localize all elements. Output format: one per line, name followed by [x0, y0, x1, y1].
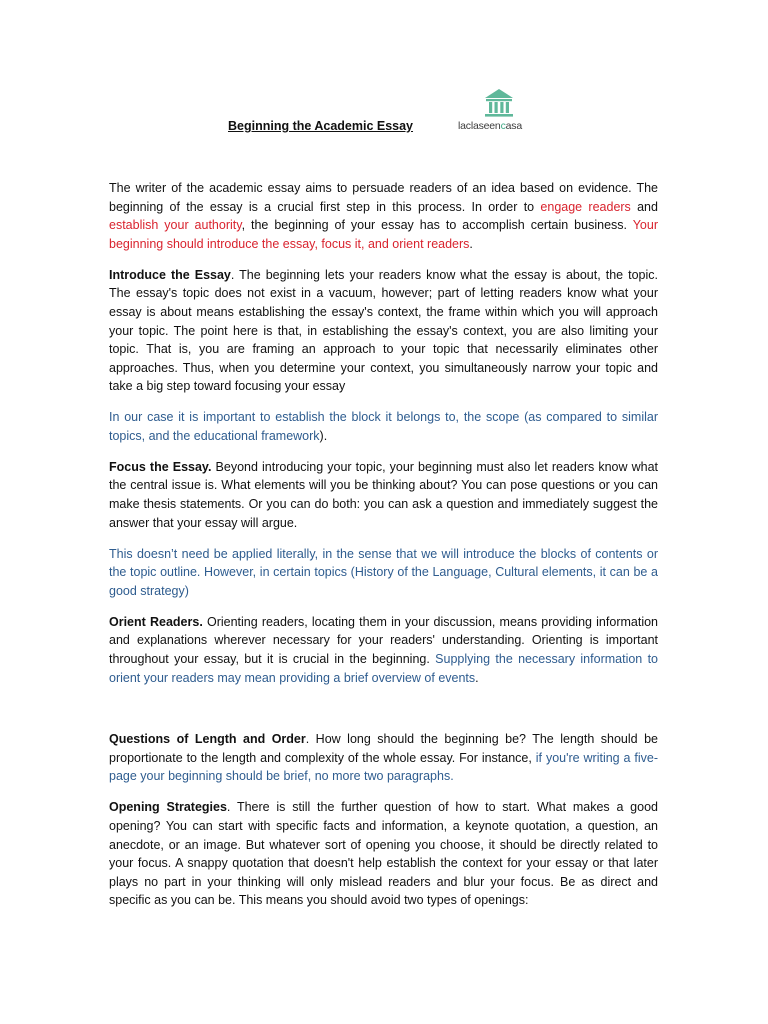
focus-essay-paragraph: Focus the Essay. Beyond introducing your topic, your beginning must also let readers know what the central issue is. What elements will you be thinking about? You can pose questions or you can make thesis statements. Or you can do both: you can ask a question and immediately suggest the answer that your essay will argue. [109, 459, 658, 530]
section-heading: Questions of Length and Order [109, 732, 306, 747]
logo-text: laclaseencasa [458, 120, 522, 132]
logo [456, 88, 546, 133]
opening-strategies-paragraph: Opening Strategies. There is still the further question of how to start. What makes a good opening? You can start with specific facts and information, a keynote quotation, a question, an anecdote, or an image. But whatever sort of opening you choose, it should be directly related to your focus. A snappy quotation that doesn't help establish the context for your essay or that later plays no part in your thinking will only mislead readers and blur your focus. Be as direct and specific as you can be. This means you should avoid two types of openings: [109, 800, 658, 908]
document-title: Beginning the Academic Essay [228, 119, 414, 133]
intro-paragraph: The writer of the academic essay aims to persuade readers of an idea based on evidence. The beginning of the essay is a crucial first step in this process. In order to engage readers and establish your authority, the beginning of your essay has to accomplish certain business. Your beginning should introduce the essay, focus it, and orient readers. [109, 181, 658, 251]
introduce-essay-paragraph: Introduce the Essay. The beginning lets your readers know what the essay is about, the topic. The essay's topic does not exist in a vacuum, however; part of letting readers know what your essay is about means establishing the essay's context, the frame within which you will approach your topic. The point here is that, in establishing the essay's context, you are also limiting your topic. That is, you are framing an approach to your topic that necessarily eliminates other approaches. Thus, when you determine your context, you simultaneously narrow your topic and take a big step toward focusing your essay [109, 267, 658, 394]
document-body [109, 179, 658, 922]
orient-readers-paragraph: Orient Readers. Orienting readers, locating them in your discussion, means providing information and explanations wherever necessary for your readers' understanding. Orienting is important throughout your essay, but it is crucial in the beginning. Supplying the necessary information to orient your readers may mean providing a brief overview of events. [109, 614, 658, 685]
section-heading: Focus the Essay. [109, 459, 212, 474]
length-order-paragraph: Questions of Length and Order. How long should the beginning be? The length should be proportionate to the length and complexity of the whole essay. For instance, if you're writing a five-page your beginning should be brief, no more two paragraphs. [109, 732, 659, 784]
section-heading: Opening Strategies [109, 800, 227, 815]
section-heading: Orient Readers. [109, 614, 203, 629]
case-note-paragraph: In our case it is important to establish the block it belongs to, the scope (as compared to similar topics, and the educational framework). [109, 410, 658, 443]
building-icon [482, 88, 516, 118]
section-heading: Introduce the Essay [109, 267, 231, 282]
outline-note-paragraph: This doesn’t need be applied literally, in the sense that we will introduce the blocks of contents or the topic outline. However, in certain topics (History of the Language, Cultural elements, it can be a good strategy) [109, 546, 658, 598]
